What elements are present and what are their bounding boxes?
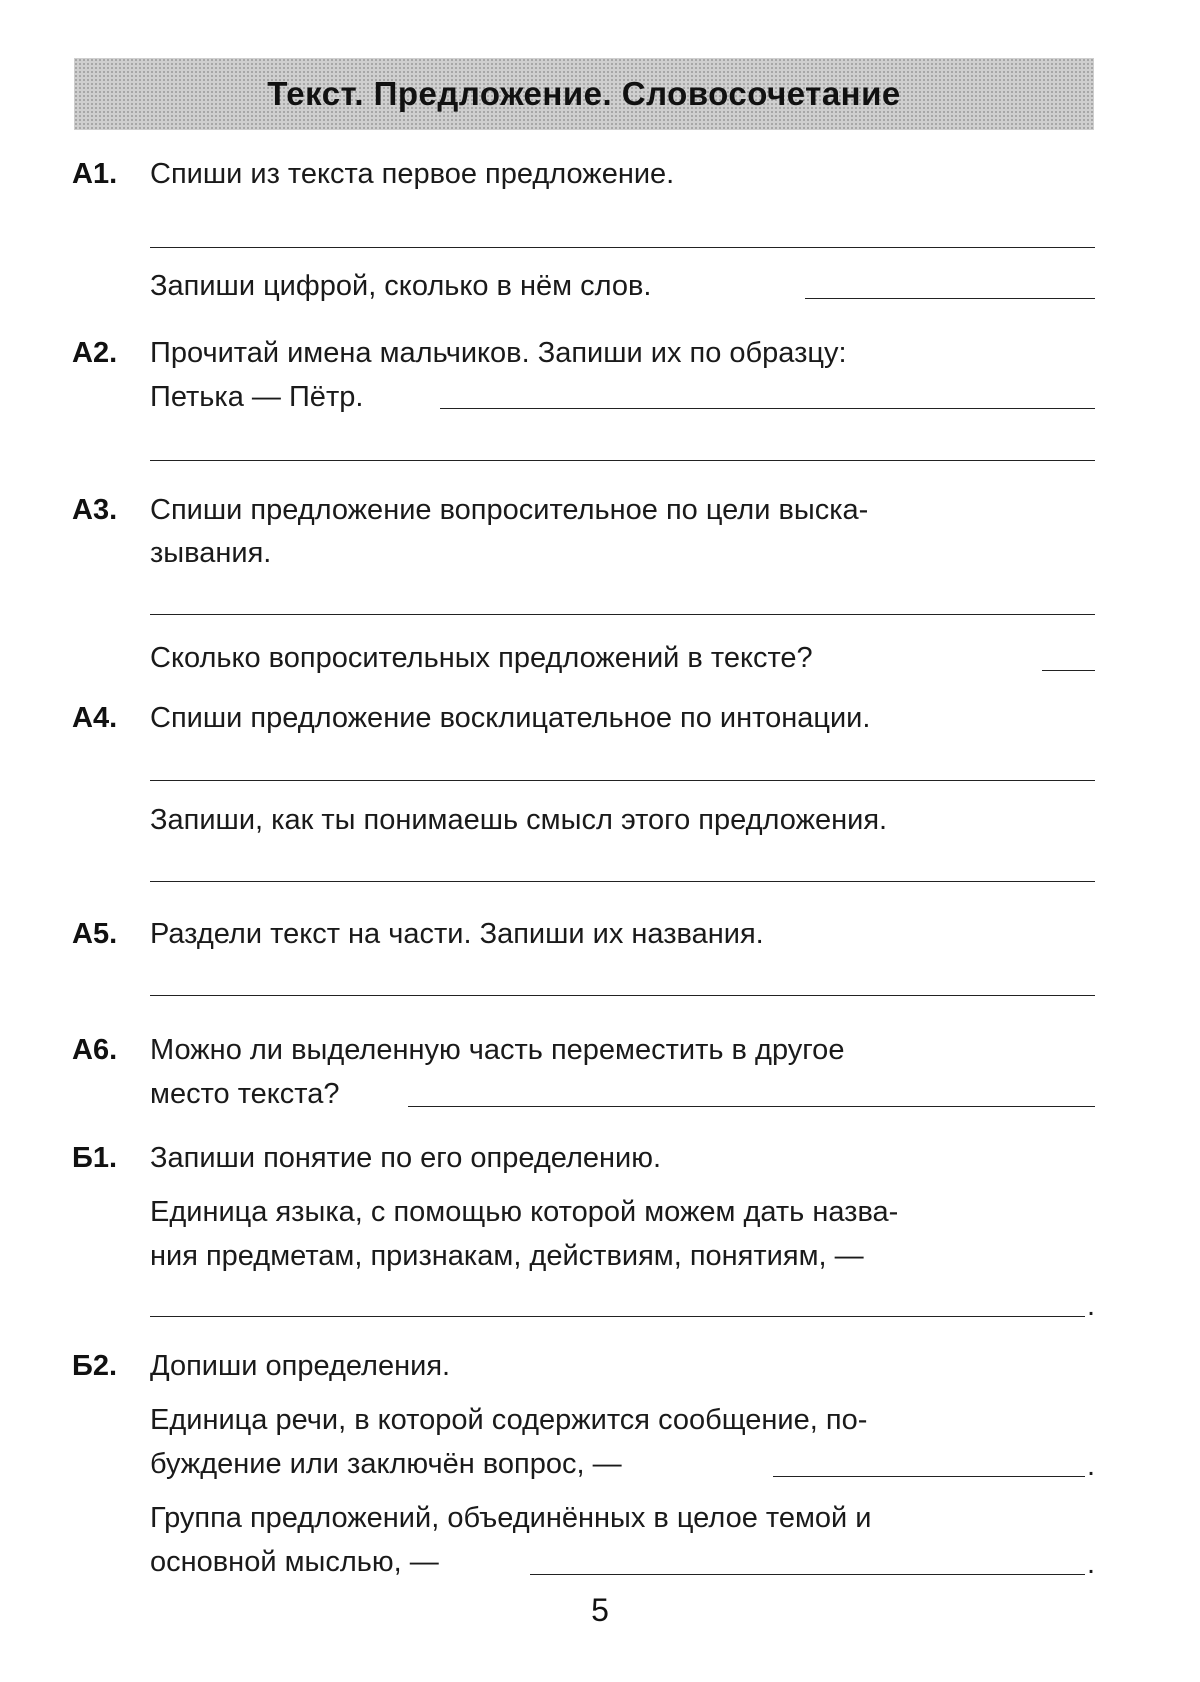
task-b2-text: Допиши определения. xyxy=(150,1350,451,1382)
page-number: 5 xyxy=(591,1592,609,1628)
task-a3-text-cont: зывания. xyxy=(150,537,272,569)
task-label-a3: А3. xyxy=(72,494,118,526)
task-a2-text: Прочитай имена мальчиков. Запиши их по образцу: xyxy=(150,337,847,369)
answer-line[interactable] xyxy=(150,780,1095,781)
task-label-a6: А6. xyxy=(72,1034,118,1066)
answer-line[interactable] xyxy=(150,881,1095,882)
sentence-period: . xyxy=(1087,1290,1096,1322)
section-title: Текст. Предложение. Словосочетание xyxy=(267,75,901,112)
task-a1-subtext: Запиши цифрой, сколько в нём слов. xyxy=(150,270,652,302)
task-a4-text: Спиши предложение восклицательное по интонации. xyxy=(150,702,871,734)
task-label-b2: Б2. xyxy=(72,1350,118,1382)
answer-line[interactable] xyxy=(150,995,1095,996)
answer-line[interactable] xyxy=(773,1476,1085,1477)
task-a6-text-cont: место текста? xyxy=(150,1078,340,1110)
answer-line[interactable] xyxy=(530,1574,1085,1575)
task-b2-definition-1: Единица речи, в которой содержится сообщение, по- xyxy=(150,1404,868,1436)
task-label-a4: А4. xyxy=(72,702,118,734)
task-b1-definition-cont: ния предметам, признакам, действиям, понятиям, — xyxy=(150,1240,864,1272)
task-a4-subtext: Запиши, как ты понимаешь смысл этого предложения. xyxy=(150,804,888,836)
task-label-a1: А1. xyxy=(72,158,118,190)
task-b1-definition: Единица языка, с помощью которой можем дать назва- xyxy=(150,1196,899,1228)
task-a3-subtext: Сколько вопросительных предложений в тексте? xyxy=(150,642,813,674)
task-label-a5: А5. xyxy=(72,918,118,950)
task-b2-definition-1-cont: буждение или заключён вопрос, — xyxy=(150,1448,622,1480)
task-a3-text: Спиши предложение вопросительное по цели выска- xyxy=(150,494,869,526)
section-header xyxy=(74,58,1094,130)
task-a5-text: Раздели текст на части. Запиши их названия. xyxy=(150,918,764,950)
task-b1-text: Запиши понятие по его определению. xyxy=(150,1142,662,1174)
task-label-b1: Б1. xyxy=(72,1142,118,1174)
task-a1-text: Спиши из текста первое предложение. xyxy=(150,158,675,190)
answer-line[interactable] xyxy=(1042,670,1095,671)
answer-line[interactable] xyxy=(408,1106,1095,1107)
sentence-period: . xyxy=(1087,1548,1096,1580)
answer-line[interactable] xyxy=(150,1316,1085,1317)
answer-line[interactable] xyxy=(150,247,1095,248)
task-a2-example: Петька — Пётр. xyxy=(150,381,364,413)
task-label-a2: А2. xyxy=(72,337,118,369)
answer-line[interactable] xyxy=(150,614,1095,615)
answer-line[interactable] xyxy=(440,408,1095,409)
sentence-period: . xyxy=(1087,1450,1096,1482)
task-a6-text: Можно ли выделенную часть переместить в другое xyxy=(150,1034,845,1066)
answer-line[interactable] xyxy=(150,460,1095,461)
task-b2-definition-2-cont: основной мыслью, — xyxy=(150,1546,439,1578)
task-b2-definition-2: Группа предложений, объединённых в целое темой и xyxy=(150,1502,872,1534)
answer-line[interactable] xyxy=(805,298,1095,299)
